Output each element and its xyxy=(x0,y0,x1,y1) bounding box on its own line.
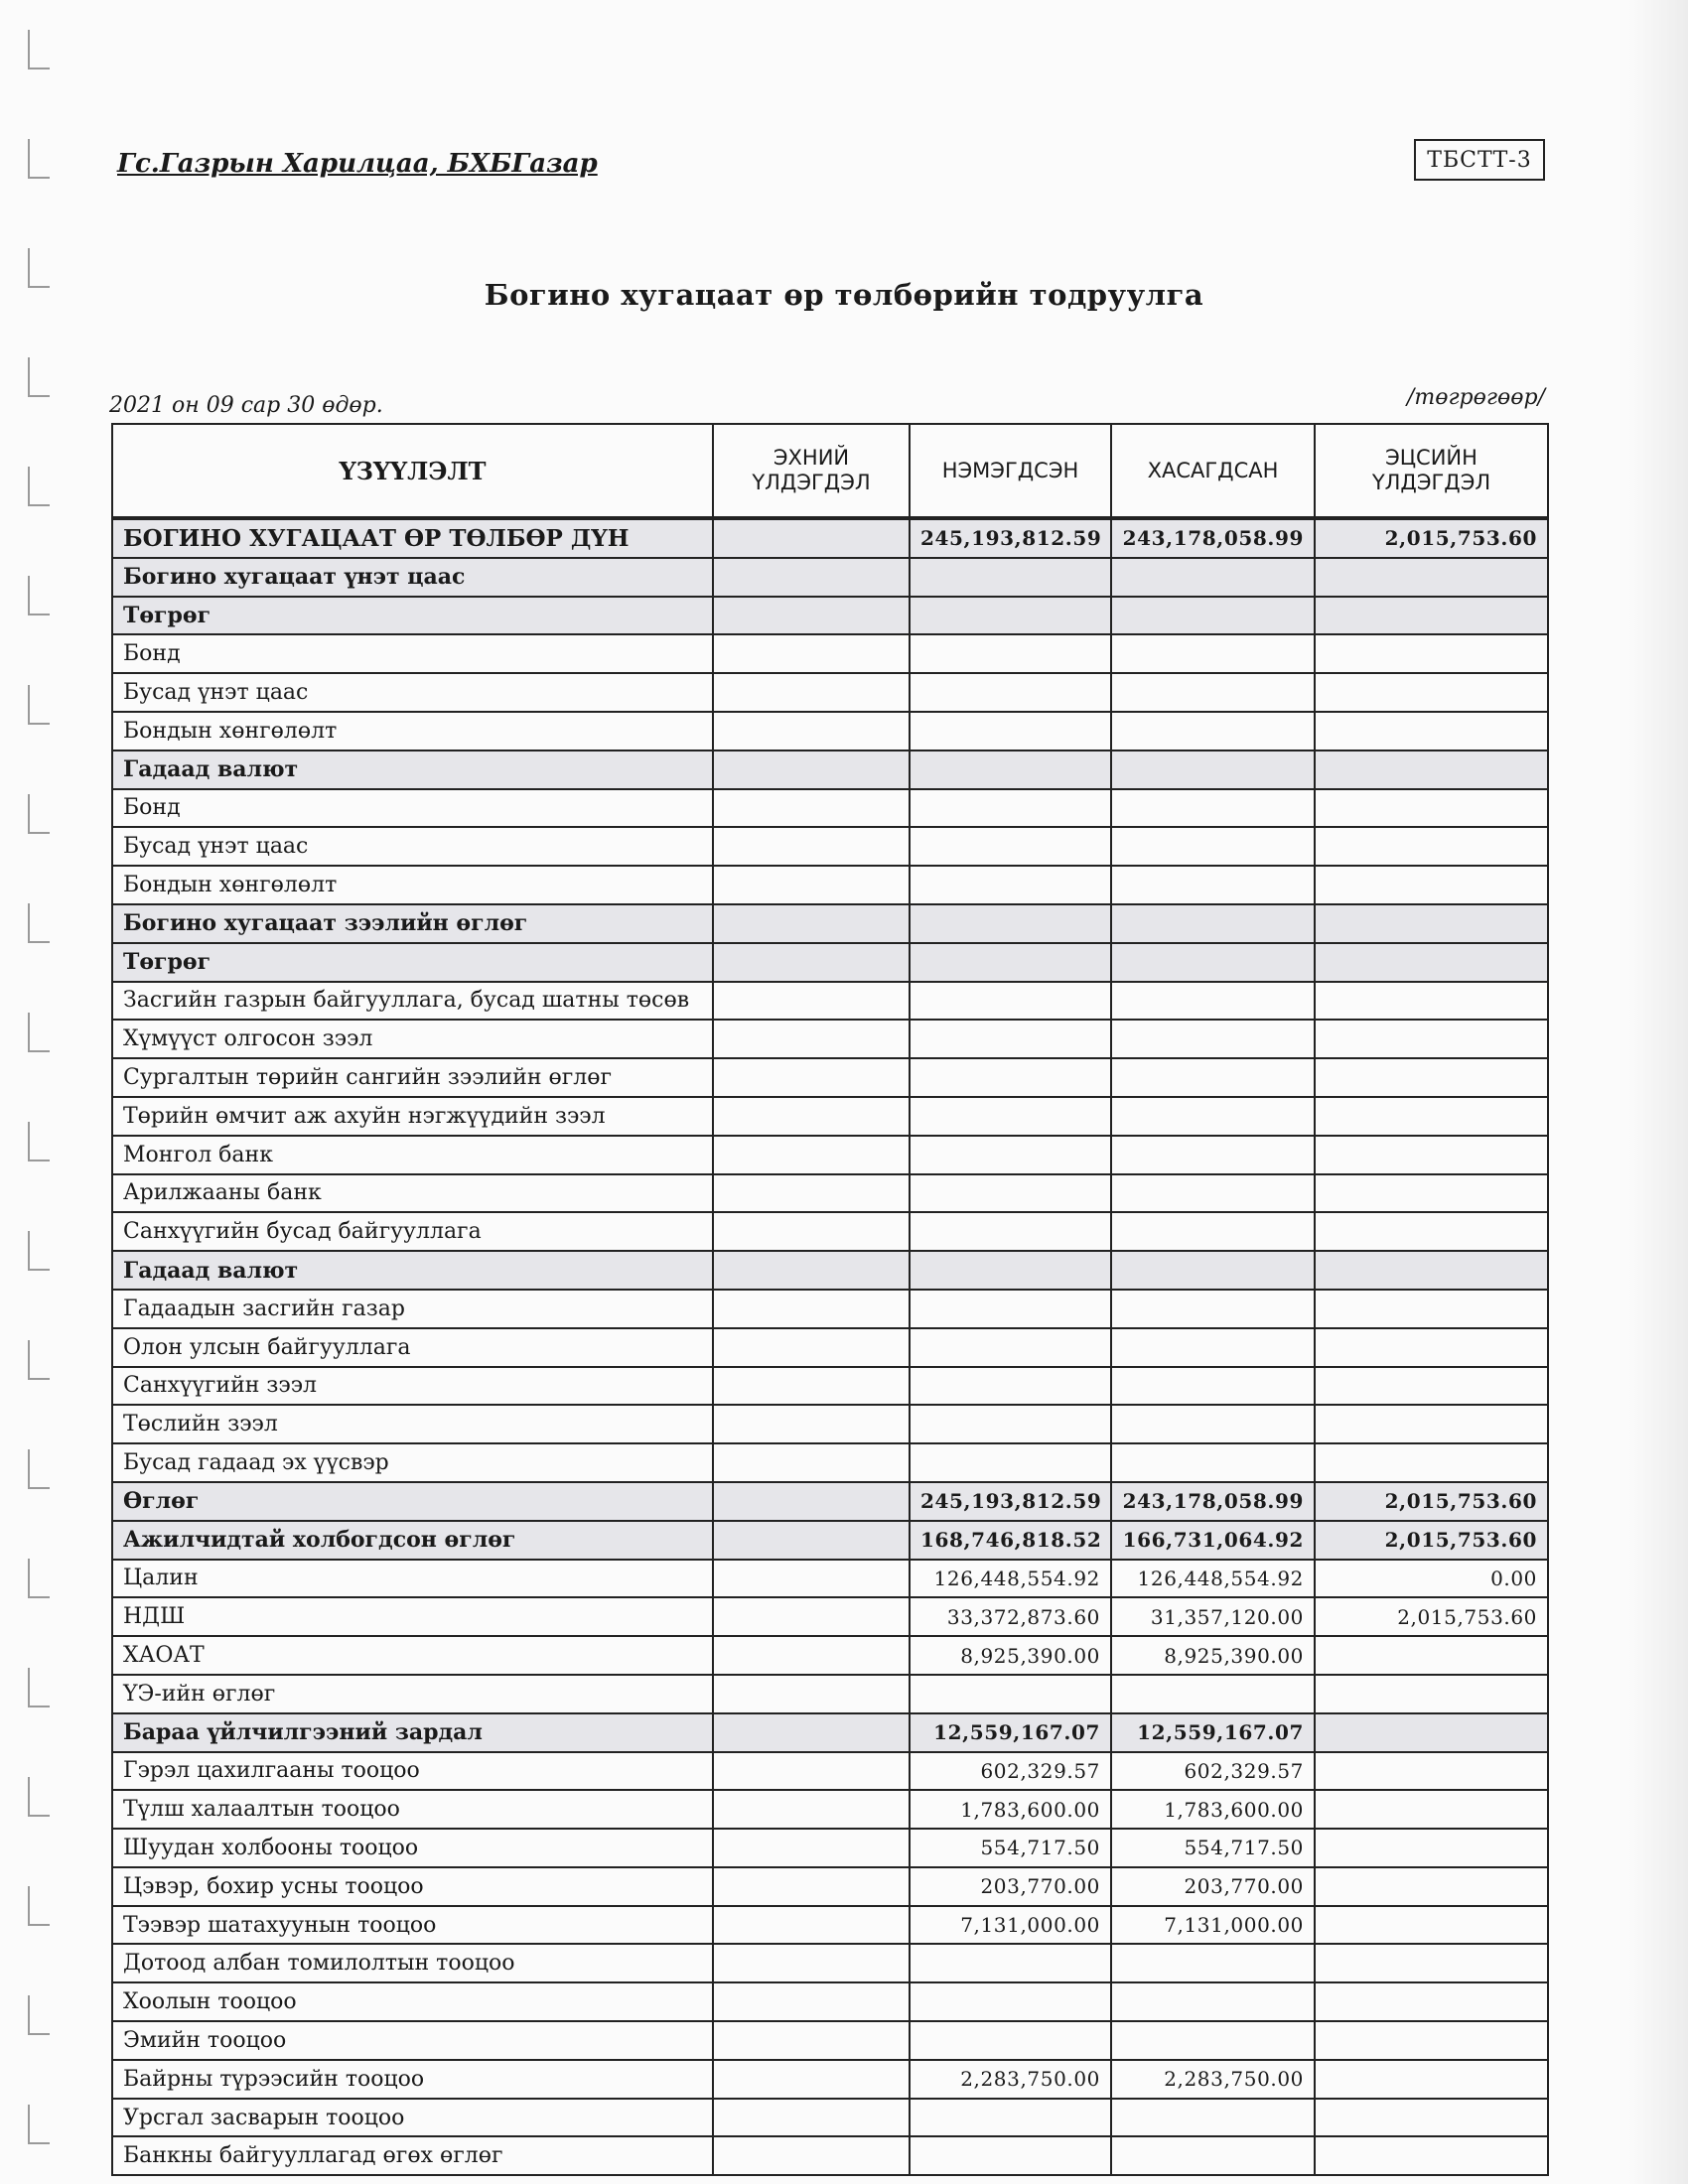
row-label: Төгрөг xyxy=(112,943,713,982)
cell-closing xyxy=(1315,712,1548,751)
cell-closing: 0.00 xyxy=(1315,1560,1548,1598)
row-label: Эмийн тооцоо xyxy=(112,2021,713,2060)
row-label: Бондын хөнгөлөлт xyxy=(112,866,713,904)
row-label: Бусад үнэт цаас xyxy=(112,673,713,712)
table-row xyxy=(112,1982,1548,2021)
cell-opening xyxy=(713,1212,910,1251)
table-row xyxy=(112,1597,1548,1636)
row-label: ҮЭ-ийн өглөг xyxy=(112,1675,713,1713)
cell-opening xyxy=(713,1906,910,1945)
cell-decreased: 126,448,554.92 xyxy=(1111,1560,1315,1598)
cell-closing xyxy=(1315,1906,1548,1945)
table-header-row xyxy=(112,424,1548,518)
cell-opening xyxy=(713,1867,910,1906)
cell-increased xyxy=(910,1136,1111,1174)
cell-increased xyxy=(910,597,1111,635)
table-row xyxy=(112,2060,1548,2099)
table-row xyxy=(112,558,1548,597)
cell-closing xyxy=(1315,1790,1548,1829)
cell-increased xyxy=(910,2136,1111,2175)
row-label: Бондын хөнгөлөлт xyxy=(112,712,713,751)
row-label: Гадаад валют xyxy=(112,751,713,789)
table-row xyxy=(112,1713,1548,1752)
cell-opening xyxy=(713,1367,910,1406)
cell-opening xyxy=(713,518,910,558)
table-row xyxy=(112,712,1548,751)
cell-increased: 168,746,818.52 xyxy=(910,1521,1111,1560)
payables-table xyxy=(111,423,1549,2176)
cell-closing xyxy=(1315,1251,1548,1290)
row-label: Сургалтын төрийн сангийн зээлийн өглөг xyxy=(112,1058,713,1097)
table-row xyxy=(112,1290,1548,1328)
cell-decreased xyxy=(1111,1136,1315,1174)
row-label: Бонд xyxy=(112,634,713,673)
currency-unit: /төгрөгөөр/ xyxy=(1406,385,1545,410)
cell-increased xyxy=(910,866,1111,904)
row-label: Тээвэр шатахуунын тооцоо xyxy=(112,1906,713,1945)
cell-opening xyxy=(713,1521,910,1560)
cell-decreased xyxy=(1111,2099,1315,2137)
table-row xyxy=(112,597,1548,635)
cell-opening xyxy=(713,1058,910,1097)
row-label: Шуудан холбооны тооцоо xyxy=(112,1829,713,1867)
cell-increased xyxy=(910,789,1111,828)
cell-increased xyxy=(910,558,1111,597)
row-label: Ажилчидтай холбогдсон өглөг xyxy=(112,1521,713,1560)
row-label: Цалин xyxy=(112,1560,713,1598)
cell-opening xyxy=(713,904,910,943)
cell-decreased xyxy=(1111,751,1315,789)
cell-decreased: 2,283,750.00 xyxy=(1111,2060,1315,2099)
cell-increased: 2,283,750.00 xyxy=(910,2060,1111,2099)
column-header-closing xyxy=(1315,424,1548,518)
cell-opening xyxy=(713,827,910,866)
table-row xyxy=(112,827,1548,866)
cell-decreased: 166,731,064.92 xyxy=(1111,1521,1315,1560)
cell-decreased xyxy=(1111,1290,1315,1328)
table-row xyxy=(112,1405,1548,1443)
row-label: Хүмүүст олгосон зээл xyxy=(112,1020,713,1058)
cell-opening xyxy=(713,1829,910,1867)
cell-decreased xyxy=(1111,827,1315,866)
cell-closing xyxy=(1315,558,1548,597)
cell-closing: 2,015,753.60 xyxy=(1315,1521,1548,1560)
cell-closing xyxy=(1315,943,1548,982)
cell-increased: 203,770.00 xyxy=(910,1867,1111,1906)
cell-decreased xyxy=(1111,1212,1315,1251)
cell-closing: 2,015,753.60 xyxy=(1315,1482,1548,1521)
report-date: 2021 он 09 сар 30 өдөр. xyxy=(109,393,383,418)
cell-closing: 2,015,753.60 xyxy=(1315,518,1548,558)
cell-increased xyxy=(910,1367,1111,1406)
cell-decreased xyxy=(1111,1174,1315,1213)
cell-closing xyxy=(1315,904,1548,943)
organization-name: Гс.Газрын Харилцаа, БХБГазар xyxy=(117,149,598,179)
column-header-increased: НЭМЭГДСЭН xyxy=(910,424,1111,518)
cell-increased xyxy=(910,1290,1111,1328)
table-row xyxy=(112,866,1548,904)
table-row xyxy=(112,1521,1548,1560)
table-row xyxy=(112,1174,1548,1213)
cell-closing xyxy=(1315,2060,1548,2099)
row-label: Засгийн газрын байгууллага, бусад шатны төсөв xyxy=(112,982,713,1021)
cell-decreased xyxy=(1111,2136,1315,2175)
cell-increased xyxy=(910,1944,1111,1982)
table-row xyxy=(112,1136,1548,1174)
cell-increased xyxy=(910,2099,1111,2137)
cell-increased xyxy=(910,1328,1111,1367)
table-row xyxy=(112,518,1548,558)
table-row xyxy=(112,1636,1548,1675)
cell-decreased xyxy=(1111,1405,1315,1443)
table-row xyxy=(112,1328,1548,1367)
cell-opening xyxy=(713,1097,910,1136)
cell-closing xyxy=(1315,1020,1548,1058)
cell-increased xyxy=(910,1212,1111,1251)
table-row xyxy=(112,982,1548,1021)
table-row xyxy=(112,2136,1548,2175)
cell-increased xyxy=(910,1174,1111,1213)
cell-decreased: 243,178,058.99 xyxy=(1111,1482,1315,1521)
table-row xyxy=(112,1058,1548,1097)
cell-increased xyxy=(910,827,1111,866)
row-label: Санхүүгийн зээл xyxy=(112,1367,713,1406)
row-label: Богино хугацаат үнэт цаас xyxy=(112,558,713,597)
row-label: Цэвэр, бохир усны тооцоо xyxy=(112,1867,713,1906)
cell-opening xyxy=(713,1982,910,2021)
document-title: Богино хугацаат өр төлбөрийн тодруулга xyxy=(484,278,1204,312)
cell-decreased xyxy=(1111,1443,1315,1482)
cell-decreased: 554,717.50 xyxy=(1111,1829,1315,1867)
cell-opening xyxy=(713,1328,910,1367)
cell-decreased xyxy=(1111,1058,1315,1097)
cell-closing xyxy=(1315,866,1548,904)
row-label: Түлш халаалтын тооцоо xyxy=(112,1790,713,1829)
cell-opening xyxy=(713,1636,910,1675)
cell-opening xyxy=(713,943,910,982)
cell-opening xyxy=(713,634,910,673)
cell-opening xyxy=(713,673,910,712)
cell-opening xyxy=(713,1675,910,1713)
cell-decreased xyxy=(1111,1020,1315,1058)
row-label: Олон улсын байгууллага xyxy=(112,1328,713,1367)
cell-increased: 554,717.50 xyxy=(910,1829,1111,1867)
cell-closing xyxy=(1315,1636,1548,1675)
row-label: Төгрөг xyxy=(112,597,713,635)
cell-opening xyxy=(713,1482,910,1521)
cell-opening xyxy=(713,1020,910,1058)
cell-increased: 602,329.57 xyxy=(910,1752,1111,1791)
cell-decreased: 12,559,167.07 xyxy=(1111,1713,1315,1752)
row-label: Төслийн зээл xyxy=(112,1405,713,1443)
cell-increased xyxy=(910,1058,1111,1097)
cell-decreased xyxy=(1111,866,1315,904)
table-row xyxy=(112,1560,1548,1598)
cell-opening xyxy=(713,1560,910,1598)
cell-closing xyxy=(1315,1867,1548,1906)
closing-header-line1: ЭЦСИЙН xyxy=(1385,446,1477,470)
table-row xyxy=(112,1867,1548,1906)
cell-closing xyxy=(1315,1713,1548,1752)
cell-increased: 245,193,812.59 xyxy=(910,518,1111,558)
table-row xyxy=(112,904,1548,943)
row-label: Урсгал засварын тооцоо xyxy=(112,2099,713,2137)
cell-increased xyxy=(910,904,1111,943)
cell-decreased: 602,329.57 xyxy=(1111,1752,1315,1791)
cell-opening xyxy=(713,2060,910,2099)
cell-closing xyxy=(1315,673,1548,712)
cell-opening xyxy=(713,712,910,751)
cell-opening xyxy=(713,1136,910,1174)
table-row xyxy=(112,1443,1548,1482)
cell-closing xyxy=(1315,751,1548,789)
cell-opening xyxy=(713,982,910,1021)
column-header-opening xyxy=(713,424,910,518)
cell-closing xyxy=(1315,1752,1548,1791)
cell-decreased xyxy=(1111,558,1315,597)
table-row xyxy=(112,751,1548,789)
row-label: Гэрэл цахилгааны тооцоо xyxy=(112,1752,713,1791)
row-label: Өглөг xyxy=(112,1482,713,1521)
table-row xyxy=(112,1251,1548,1290)
row-label: Хоолын тооцоо xyxy=(112,1982,713,2021)
table-row xyxy=(112,1482,1548,1521)
row-label: Гадаад валют xyxy=(112,1251,713,1290)
row-label: Бусад гадаад эх үүсвэр xyxy=(112,1443,713,1482)
table-row xyxy=(112,1906,1548,1945)
cell-opening xyxy=(713,1752,910,1791)
cell-opening xyxy=(713,2136,910,2175)
cell-increased: 8,925,390.00 xyxy=(910,1636,1111,1675)
cell-increased xyxy=(910,634,1111,673)
cell-closing xyxy=(1315,1174,1548,1213)
cell-closing: 2,015,753.60 xyxy=(1315,1597,1548,1636)
cell-closing xyxy=(1315,1982,1548,2021)
cell-decreased xyxy=(1111,789,1315,828)
cell-decreased: 8,925,390.00 xyxy=(1111,1636,1315,1675)
table-row xyxy=(112,634,1548,673)
page-edge-shadow xyxy=(1628,0,1688,2184)
cell-opening xyxy=(713,1944,910,1982)
cell-opening xyxy=(713,789,910,828)
cell-increased xyxy=(910,1443,1111,1482)
cell-closing xyxy=(1315,1443,1548,1482)
table-row xyxy=(112,1212,1548,1251)
cell-closing xyxy=(1315,1405,1548,1443)
row-label: Санхүүгийн бусад байгууллага xyxy=(112,1212,713,1251)
table-row xyxy=(112,789,1548,828)
closing-header-line2: ҮЛДЭГДЭЛ xyxy=(1371,471,1491,494)
binder-holes xyxy=(0,0,60,2184)
cell-closing xyxy=(1315,1829,1548,1867)
table-row xyxy=(112,1944,1548,1982)
cell-increased xyxy=(910,1251,1111,1290)
row-label: Дотоод албан томилолтын тооцоо xyxy=(112,1944,713,1982)
cell-closing xyxy=(1315,2099,1548,2137)
cell-increased xyxy=(910,943,1111,982)
cell-decreased: 31,357,120.00 xyxy=(1111,1597,1315,1636)
row-label: НДШ xyxy=(112,1597,713,1636)
table-row xyxy=(112,673,1548,712)
row-label: Монгол банк xyxy=(112,1136,713,1174)
row-label: Бонд xyxy=(112,789,713,828)
cell-closing xyxy=(1315,634,1548,673)
cell-closing xyxy=(1315,1058,1548,1097)
cell-decreased xyxy=(1111,597,1315,635)
cell-closing xyxy=(1315,597,1548,635)
table-row xyxy=(112,1675,1548,1713)
cell-increased: 12,559,167.07 xyxy=(910,1713,1111,1752)
cell-increased xyxy=(910,673,1111,712)
cell-opening xyxy=(713,1174,910,1213)
cell-opening xyxy=(713,597,910,635)
cell-decreased xyxy=(1111,673,1315,712)
cell-decreased: 243,178,058.99 xyxy=(1111,518,1315,558)
cell-decreased xyxy=(1111,904,1315,943)
cell-increased: 1,783,600.00 xyxy=(910,1790,1111,1829)
row-label: Банкны байгууллагад өгөх өглөг xyxy=(112,2136,713,2175)
table-row xyxy=(112,1367,1548,1406)
row-label: Бусад үнэт цаас xyxy=(112,827,713,866)
table-row xyxy=(112,1752,1548,1791)
cell-opening xyxy=(713,558,910,597)
cell-closing xyxy=(1315,1675,1548,1713)
cell-decreased xyxy=(1111,712,1315,751)
cell-decreased: 7,131,000.00 xyxy=(1111,1906,1315,1945)
cell-decreased xyxy=(1111,943,1315,982)
table-row xyxy=(112,2021,1548,2060)
opening-header-line1: ЭХНИЙ xyxy=(773,446,850,470)
cell-decreased xyxy=(1111,1982,1315,2021)
cell-closing xyxy=(1315,789,1548,828)
cell-opening xyxy=(713,1713,910,1752)
table-row xyxy=(112,1097,1548,1136)
cell-decreased xyxy=(1111,982,1315,1021)
cell-closing xyxy=(1315,982,1548,1021)
cell-closing xyxy=(1315,1367,1548,1406)
cell-increased: 7,131,000.00 xyxy=(910,1906,1111,1945)
table-row xyxy=(112,943,1548,982)
cell-opening xyxy=(713,2021,910,2060)
cell-closing xyxy=(1315,1328,1548,1367)
column-header-indicator: ҮЗҮҮЛЭЛТ xyxy=(112,424,713,518)
row-label: БОГИНО ХУГАЦААТ ӨР ТӨЛБӨР ДҮН xyxy=(112,518,713,558)
cell-opening xyxy=(713,1597,910,1636)
row-label: Арилжааны банк xyxy=(112,1174,713,1213)
cell-closing xyxy=(1315,827,1548,866)
cell-opening xyxy=(713,1290,910,1328)
cell-closing xyxy=(1315,1136,1548,1174)
column-header-decreased: ХАСАГДСАН xyxy=(1111,424,1315,518)
cell-decreased xyxy=(1111,1944,1315,1982)
cell-increased xyxy=(910,2021,1111,2060)
cell-increased xyxy=(910,1020,1111,1058)
form-code-box: ТБСТТ-3 xyxy=(1414,139,1545,181)
row-label: Гадаадын засгийн газар xyxy=(112,1290,713,1328)
cell-decreased xyxy=(1111,1251,1315,1290)
cell-decreased: 1,783,600.00 xyxy=(1111,1790,1315,1829)
table-row xyxy=(112,1790,1548,1829)
cell-decreased xyxy=(1111,1675,1315,1713)
cell-decreased xyxy=(1111,1097,1315,1136)
row-label: Төрийн өмчит аж ахуйн нэгжүүдийн зээл xyxy=(112,1097,713,1136)
cell-decreased xyxy=(1111,2021,1315,2060)
cell-closing xyxy=(1315,1944,1548,1982)
cell-opening xyxy=(713,1790,910,1829)
row-label: Богино хугацаат зээлийн өглөг xyxy=(112,904,713,943)
table-row xyxy=(112,2099,1548,2137)
cell-opening xyxy=(713,1251,910,1290)
opening-header-line2: ҮЛДЭГДЭЛ xyxy=(752,471,871,494)
cell-decreased: 203,770.00 xyxy=(1111,1867,1315,1906)
cell-increased xyxy=(910,982,1111,1021)
cell-closing xyxy=(1315,1097,1548,1136)
cell-decreased xyxy=(1111,634,1315,673)
cell-decreased xyxy=(1111,1367,1315,1406)
row-label: Байрны түрээсийн тооцоо xyxy=(112,2060,713,2099)
cell-decreased xyxy=(1111,1328,1315,1367)
cell-opening xyxy=(713,1405,910,1443)
cell-increased xyxy=(910,751,1111,789)
cell-increased xyxy=(910,1982,1111,2021)
cell-opening xyxy=(713,751,910,789)
row-label: ХАОАТ xyxy=(112,1636,713,1675)
cell-increased xyxy=(910,1097,1111,1136)
cell-increased xyxy=(910,1405,1111,1443)
cell-increased: 245,193,812.59 xyxy=(910,1482,1111,1521)
cell-closing xyxy=(1315,1290,1548,1328)
cell-increased xyxy=(910,712,1111,751)
cell-increased: 126,448,554.92 xyxy=(910,1560,1111,1598)
cell-closing xyxy=(1315,1212,1548,1251)
cell-opening xyxy=(713,866,910,904)
table-row xyxy=(112,1020,1548,1058)
row-label: Бараа үйлчилгээний зардал xyxy=(112,1713,713,1752)
cell-increased xyxy=(910,1675,1111,1713)
cell-opening xyxy=(713,1443,910,1482)
cell-closing xyxy=(1315,2021,1548,2060)
cell-closing xyxy=(1315,2136,1548,2175)
cell-opening xyxy=(713,2099,910,2137)
table-row xyxy=(112,1829,1548,1867)
cell-increased: 33,372,873.60 xyxy=(910,1597,1111,1636)
